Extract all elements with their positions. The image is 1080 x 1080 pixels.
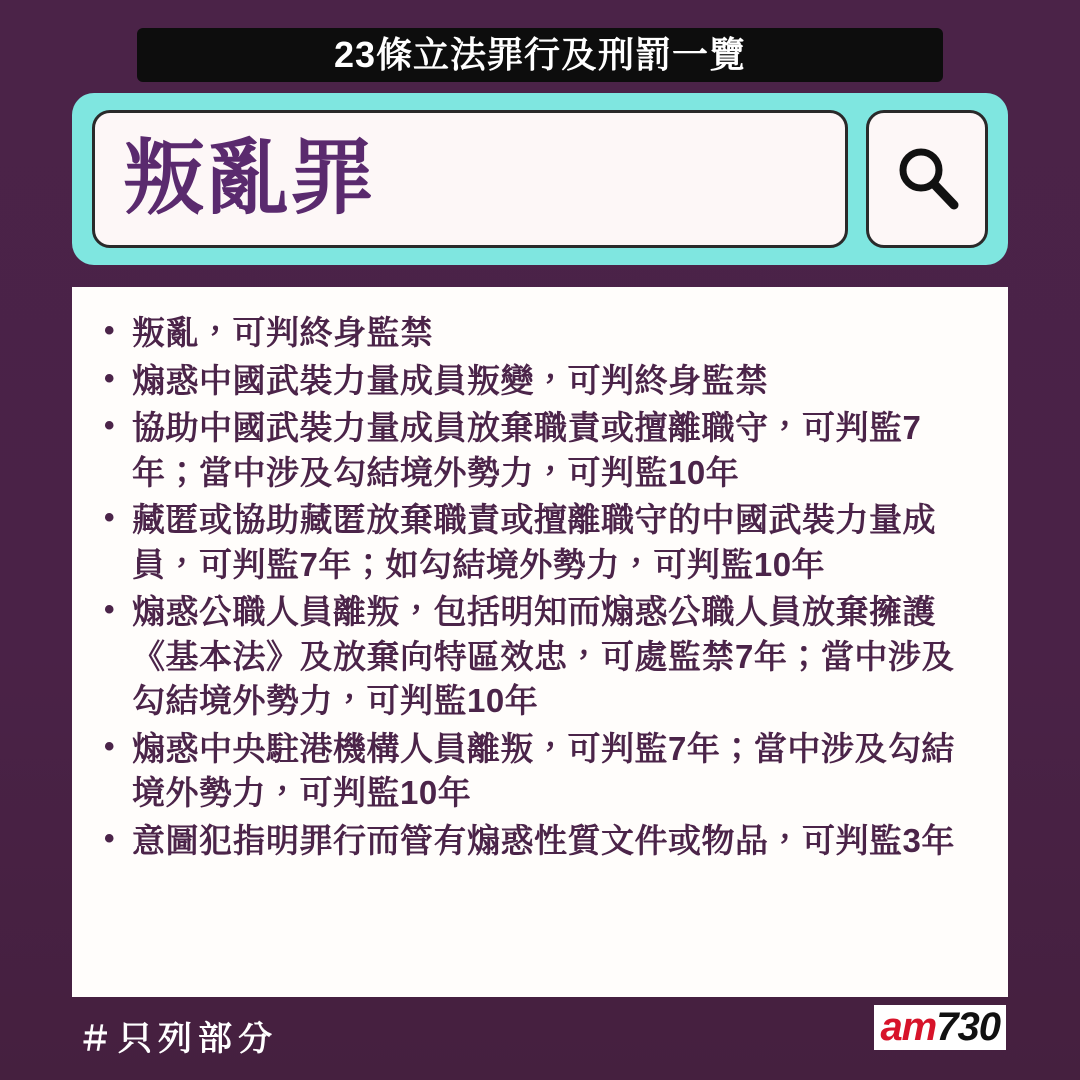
search-button[interactable]	[866, 110, 988, 248]
search-term-text: 叛亂罪	[123, 133, 376, 224]
search-icon	[890, 142, 964, 216]
offence-card	[72, 287, 1008, 997]
list-item: • 煽惑公職人員離叛，包括明知而煽惑公職人員放棄擁護《基本法》及放棄向特區效忠，可處監禁7年；當中涉及勾結境外勢力，可判監10年	[94, 590, 986, 724]
search-input[interactable]	[92, 110, 848, 248]
footer-note: ＃只列部分	[78, 1020, 278, 1058]
list-item: • 煽惑中央駐港機構人員離叛，可判監7年；當中涉及勾結境外勢力，可判監10年	[94, 727, 986, 816]
am730-logo	[874, 1005, 1006, 1050]
search-bar	[72, 93, 1008, 265]
logo-number-text: 730	[936, 1005, 1000, 1049]
offence-list	[94, 311, 986, 864]
list-item: • 協助中國武裝力量成員放棄職責或擅離職守，可判監7年；當中涉及勾結境外勢力，可判監10年	[94, 406, 986, 495]
logo-am-text: am	[880, 1005, 937, 1049]
list-item: • 叛亂，可判終身監禁	[94, 311, 986, 356]
page-title: 23條立法罪行及刑罰一覽	[333, 34, 747, 75]
list-item: • 意圖犯指明罪行而管有煽惑性質文件或物品，可判監3年	[94, 819, 986, 864]
list-item: • 藏匿或協助藏匿放棄職責或擅離職守的中國武裝力量成員，可判監7年；如勾結境外勢力，可判監10年	[94, 498, 986, 587]
list-item: • 煽惑中國武裝力量成員叛變，可判終身監禁	[94, 359, 986, 404]
header-banner	[137, 28, 943, 82]
